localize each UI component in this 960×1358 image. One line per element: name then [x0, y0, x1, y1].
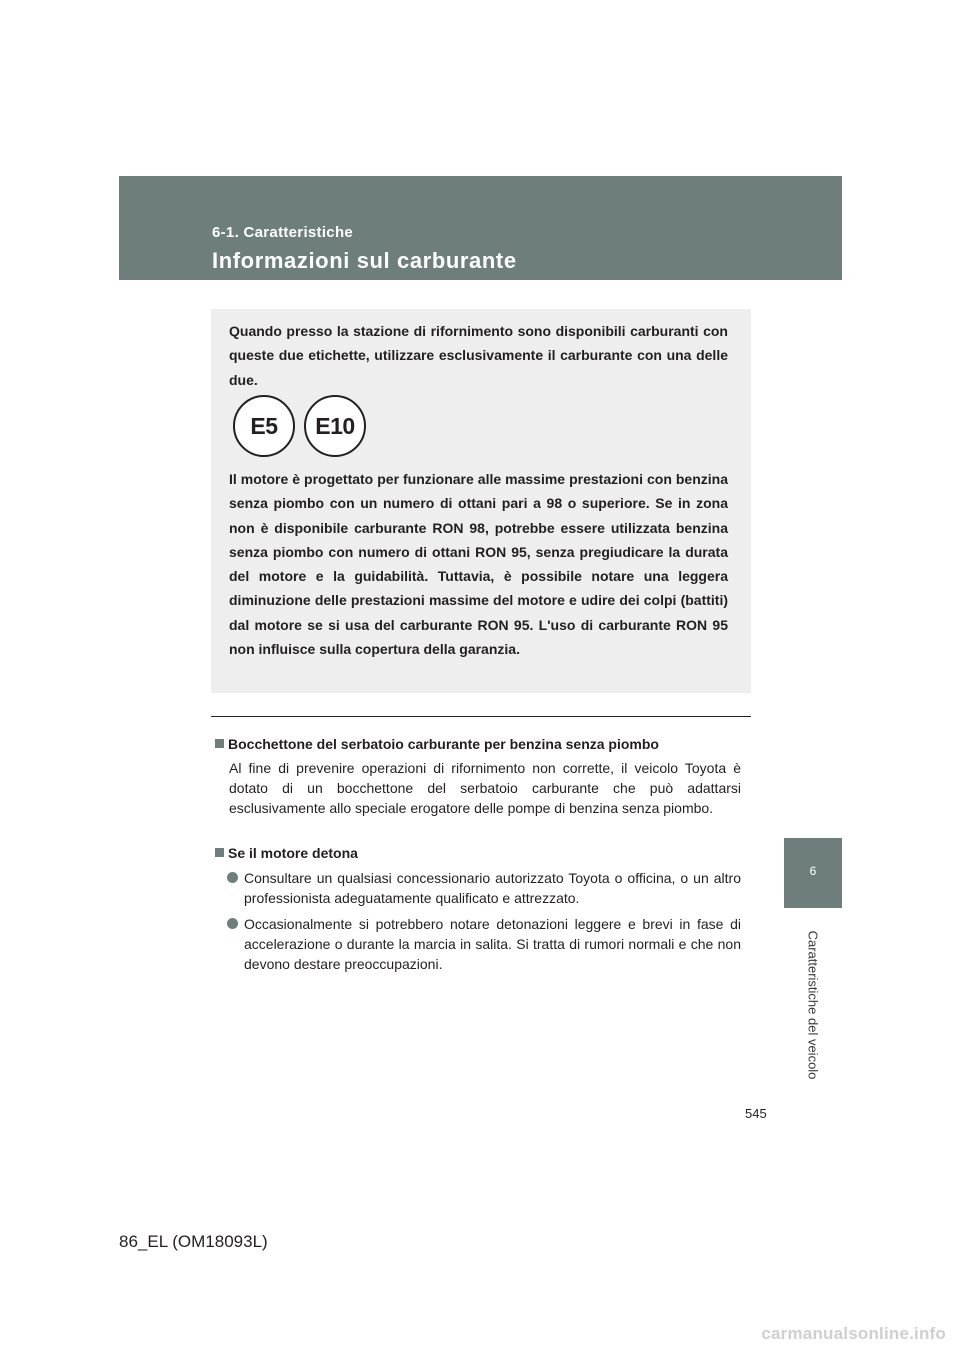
e10-label-text: E10	[304, 395, 366, 457]
heading-fuel-filler-text: Bocchettone del serbatoio carburante per benzina senza piombo	[228, 736, 659, 752]
square-bullet-icon	[215, 848, 224, 857]
square-bullet-icon	[215, 739, 224, 748]
list-item	[227, 914, 741, 974]
bullet-text: Occasionalmente si potrebbero notare detonazioni leggere e brevi in fase di accelerazione o durante la marcia in salita. Si tratta di rumori normali e che non devono destare preoccupazioni.	[244, 916, 741, 972]
e5-fuel-label-icon	[233, 395, 295, 457]
e5-label-text: E5	[233, 395, 295, 457]
fuel-info-box	[211, 309, 751, 693]
page-number: 545	[745, 1106, 767, 1121]
chapter-caption-container	[784, 920, 842, 1090]
chapter-caption: Caratteristiche del veicolo	[805, 930, 821, 1080]
circle-bullet-icon	[227, 872, 238, 883]
info-intro: Quando presso la stazione di rifornimento sono disponibili carburanti con queste due etichette, utilizzare esclusivamente il carburante con una delle due.	[229, 323, 728, 388]
list-item	[227, 868, 741, 908]
heading-engine-knock	[215, 843, 358, 863]
watermark[interactable]: carmanualsonline.info	[761, 1324, 946, 1343]
chapter-number: 6	[809, 864, 817, 878]
info-body: Il motore è progettato per funzionare alle massime prestazioni con benzina senza piombo con un numero di ottani pari a 98 o superiore. Se in zona non è disponibile carburante RON 98, potrebbe essere utilizzata benzina senza piombo con numero di ottani RON 95, senza pregiudicare la durata del motore e la guidabilità. Tuttavia, è possibile notare una leggera diminuzione delle prestazioni massime del motore e udire dei colpi (battiti) dal motore se si usa del carburante RON 95. L'uso di carburante RON 95 non influisce sulla copertura della garanzia.	[229, 471, 728, 658]
heading-engine-knock-text: Se il motore detona	[228, 845, 358, 861]
page-title: Informazioni sul carburante	[212, 248, 517, 273]
document-code: 86_EL (OM18093L)	[119, 1232, 268, 1251]
fuel-filler-text: Al fine di prevenire operazioni di rifornimento non corrette, il veicolo Toyota è dotato di un bocchettone del serbatoio carburante che può adattarsi esclusivamente allo speciale erogatore delle pompe di benzina senza piombo.	[229, 760, 741, 816]
e10-fuel-label-icon	[304, 395, 366, 457]
chapter-tab	[784, 838, 842, 908]
heading-fuel-filler	[215, 734, 659, 754]
circle-bullet-icon	[227, 918, 238, 929]
section-divider	[211, 716, 751, 717]
bullet-text: Consultare un qualsiasi concessionario autorizzato Toyota o officina, o un altro professionista adeguatamente qualificato e attrezzato.	[244, 870, 741, 906]
section-label: 6-1. Caratteristiche	[212, 224, 354, 241]
